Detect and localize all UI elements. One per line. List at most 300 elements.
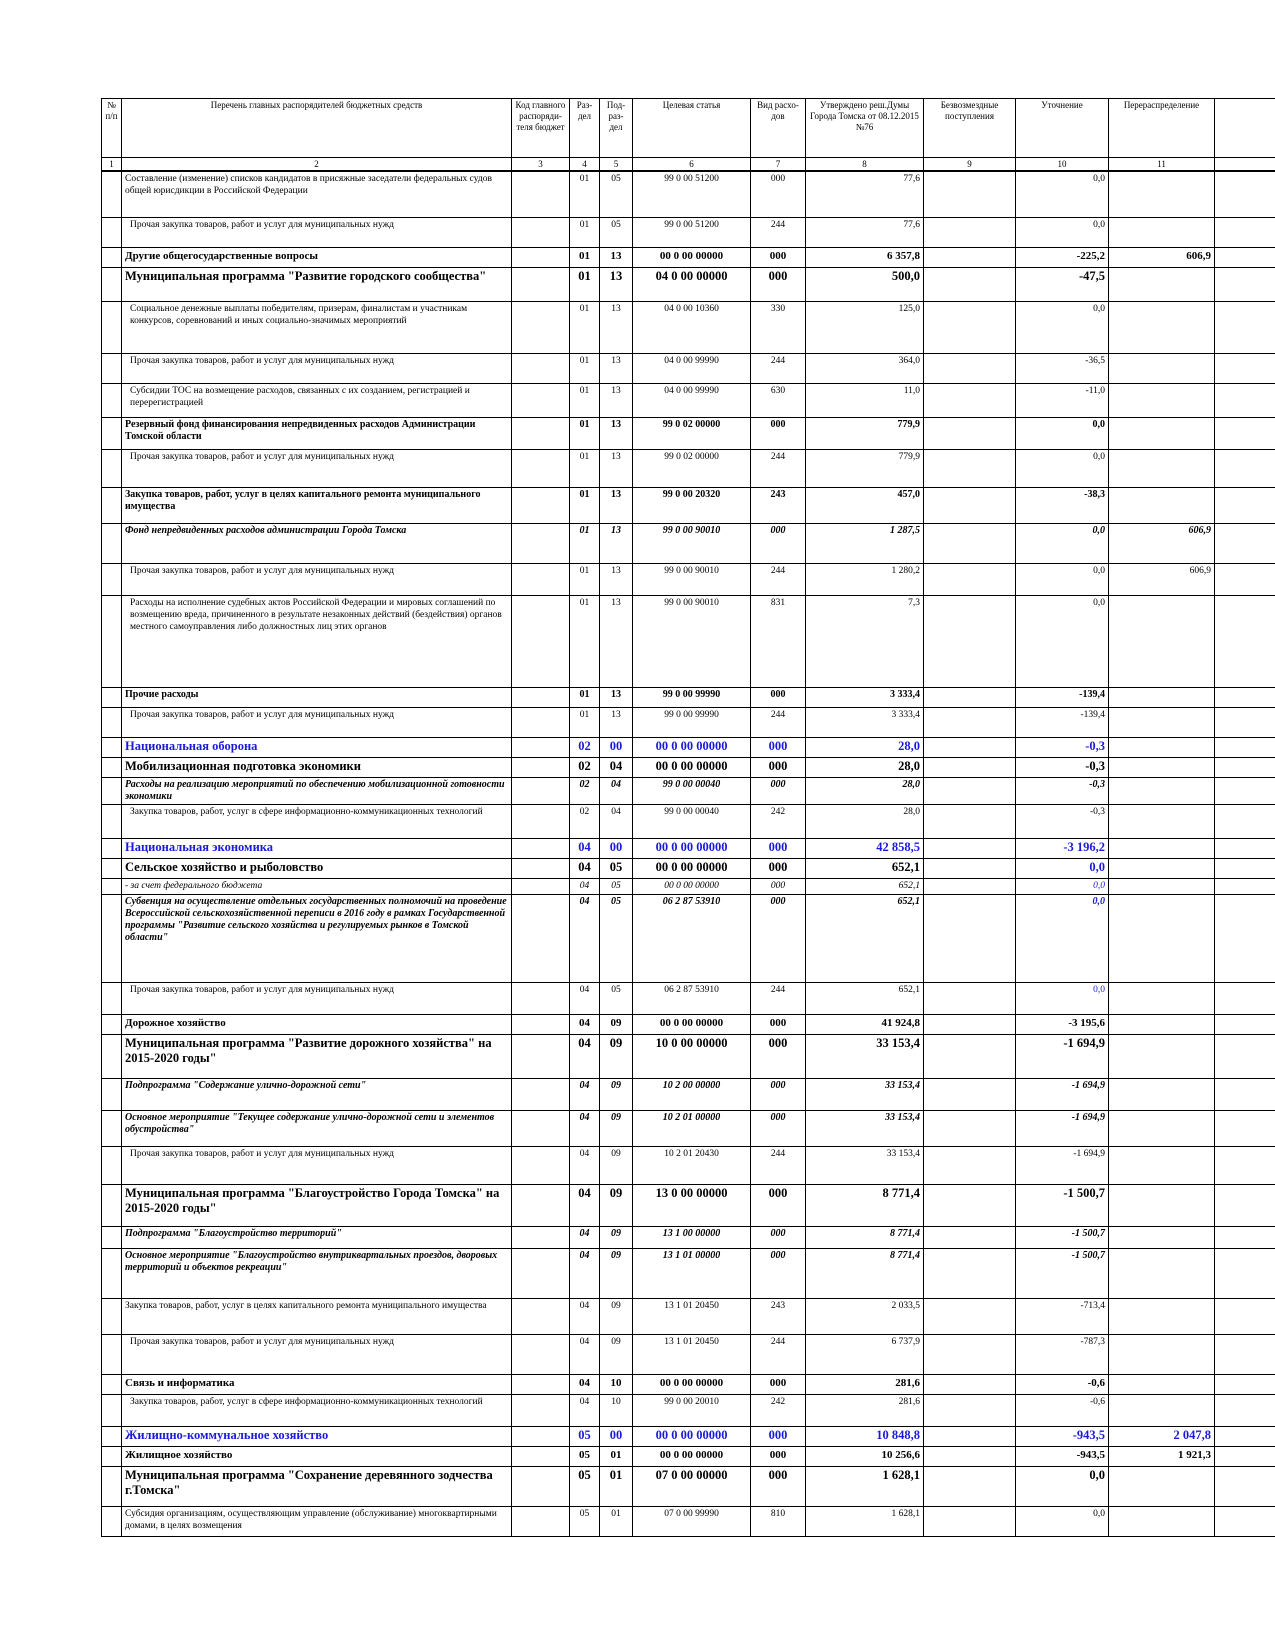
cell-statya: 04 0 00 10360 (633, 301, 751, 353)
cell-statya: 99 0 00 51200 (633, 171, 751, 217)
col-number: 10 (1016, 158, 1109, 172)
col-header-redistribution: Перераспределение (1109, 99, 1215, 158)
cell-statya: 00 0 00 00000 (633, 757, 751, 777)
cell-num (102, 1248, 122, 1298)
cell-code (512, 171, 570, 217)
cell-code (512, 707, 570, 737)
cell-num (102, 1146, 122, 1184)
cell-extra (1215, 687, 1275, 707)
cell-name: Муниципальная программа "Развитие городского сообщества" (122, 267, 512, 301)
cell-redistribution: 606,9 (1109, 247, 1215, 267)
cell-clarification: -943,5 (1016, 1426, 1109, 1446)
cell-razdel: 04 (570, 1298, 600, 1334)
cell-redistribution: 606,9 (1109, 563, 1215, 595)
cell-code (512, 1374, 570, 1394)
cell-code (512, 687, 570, 707)
cell-vid: 000 (751, 1226, 806, 1248)
cell-approved: 7,3 (806, 595, 924, 687)
cell-donations (924, 1426, 1016, 1446)
cell-clarification: -0,3 (1016, 777, 1109, 804)
cell-redistribution (1109, 595, 1215, 687)
cell-podrazdel: 05 (600, 982, 633, 1014)
cell-podrazdel: 09 (600, 1014, 633, 1034)
cell-name: Национальная оборона (122, 737, 512, 757)
cell-approved: 779,9 (806, 417, 924, 449)
table-row (102, 687, 1275, 707)
cell-extra (1215, 1446, 1275, 1466)
cell-razdel: 05 (570, 1446, 600, 1466)
cell-vid: 244 (751, 217, 806, 247)
cell-name: Мобилизационная подготовка экономики (122, 757, 512, 777)
cell-statya: 99 0 00 90010 (633, 563, 751, 595)
cell-donations (924, 301, 1016, 353)
cell-num (102, 247, 122, 267)
cell-podrazdel: 05 (600, 217, 633, 247)
col-header-approved: Утверждено реш.Думы Города Томска от 08.12.2015 №76 (806, 99, 924, 158)
cell-podrazdel: 04 (600, 804, 633, 838)
cell-podrazdel: 04 (600, 777, 633, 804)
cell-name: Фонд непредвиденных расходов администрации Города Томска (122, 523, 512, 563)
cell-redistribution (1109, 301, 1215, 353)
cell-redistribution (1109, 804, 1215, 838)
cell-donations (924, 838, 1016, 858)
cell-statya: 10 0 00 00000 (633, 1034, 751, 1078)
cell-clarification: -0,3 (1016, 757, 1109, 777)
cell-extra (1215, 894, 1275, 982)
cell-razdel: 04 (570, 858, 600, 878)
cell-redistribution (1109, 1334, 1215, 1374)
cell-podrazdel: 00 (600, 1426, 633, 1446)
cell-podrazdel: 13 (600, 563, 633, 595)
cell-vid: 000 (751, 1078, 806, 1110)
cell-num (102, 171, 122, 217)
cell-statya: 13 1 01 00000 (633, 1248, 751, 1298)
cell-razdel: 01 (570, 595, 600, 687)
cell-code (512, 982, 570, 1014)
cell-clarification: -0,6 (1016, 1394, 1109, 1426)
cell-vid: 244 (751, 707, 806, 737)
cell-code (512, 1466, 570, 1506)
table-row (102, 737, 1275, 757)
cell-statya: 99 0 00 20320 (633, 487, 751, 523)
cell-clarification: -1 694,9 (1016, 1146, 1109, 1184)
table-row (102, 523, 1275, 563)
cell-approved: 652,1 (806, 982, 924, 1014)
cell-clarification: 0,0 (1016, 1506, 1109, 1536)
table-row (102, 353, 1275, 383)
col-header-name: Перечень главных распорядителей бюджетных средств (122, 99, 512, 158)
cell-extra (1215, 487, 1275, 523)
cell-name: Связь и информатика (122, 1374, 512, 1394)
cell-num (102, 1184, 122, 1226)
cell-podrazdel: 01 (600, 1506, 633, 1536)
col-number: 6 (633, 158, 751, 172)
cell-approved: 33 153,4 (806, 1078, 924, 1110)
cell-vid: 000 (751, 878, 806, 894)
cell-approved: 42 858,5 (806, 838, 924, 858)
col-header-razdel: Раз-дел (570, 99, 600, 158)
cell-vid: 244 (751, 1334, 806, 1374)
cell-razdel: 04 (570, 1146, 600, 1184)
cell-vid: 000 (751, 777, 806, 804)
cell-num (102, 417, 122, 449)
cell-razdel: 04 (570, 838, 600, 858)
col-number: 11 (1109, 158, 1215, 172)
cell-name: - за счет федерального бюджета (122, 878, 512, 894)
cell-num (102, 301, 122, 353)
table-row (102, 707, 1275, 737)
cell-vid: 244 (751, 982, 806, 1014)
cell-razdel: 01 (570, 383, 600, 417)
table-row (102, 1014, 1275, 1034)
cell-redistribution: 2 047,8 (1109, 1426, 1215, 1446)
cell-approved: 6 737,9 (806, 1334, 924, 1374)
cell-approved: 500,0 (806, 267, 924, 301)
cell-extra (1215, 247, 1275, 267)
cell-donations (924, 383, 1016, 417)
cell-approved: 457,0 (806, 487, 924, 523)
cell-clarification: -0,3 (1016, 737, 1109, 757)
cell-donations (924, 1394, 1016, 1426)
cell-extra (1215, 982, 1275, 1014)
cell-podrazdel: 13 (600, 417, 633, 449)
cell-redistribution (1109, 1226, 1215, 1248)
cell-statya: 00 0 00 00000 (633, 1014, 751, 1034)
table-row (102, 1466, 1275, 1506)
cell-redistribution (1109, 1298, 1215, 1334)
cell-name: Прочая закупка товаров, работ и услуг для муниципальных нужд (122, 353, 512, 383)
cell-code (512, 417, 570, 449)
cell-num (102, 487, 122, 523)
cell-podrazdel: 00 (600, 737, 633, 757)
cell-podrazdel: 09 (600, 1146, 633, 1184)
cell-num (102, 757, 122, 777)
cell-num (102, 737, 122, 757)
cell-razdel: 04 (570, 1374, 600, 1394)
cell-redistribution (1109, 858, 1215, 878)
cell-extra (1215, 1184, 1275, 1226)
cell-clarification: -0,3 (1016, 804, 1109, 838)
cell-clarification: 0,0 (1016, 449, 1109, 487)
cell-clarification: -1 500,7 (1016, 1226, 1109, 1248)
cell-redistribution (1109, 777, 1215, 804)
cell-donations (924, 487, 1016, 523)
cell-extra (1215, 1374, 1275, 1394)
cell-redistribution (1109, 982, 1215, 1014)
cell-code (512, 1334, 570, 1374)
cell-vid: 000 (751, 1426, 806, 1446)
cell-clarification: -36,5 (1016, 353, 1109, 383)
cell-name: Прочая закупка товаров, работ и услуг для муниципальных нужд (122, 1146, 512, 1184)
cell-code (512, 777, 570, 804)
cell-statya: 13 0 00 00000 (633, 1184, 751, 1226)
cell-num (102, 777, 122, 804)
cell-redistribution (1109, 687, 1215, 707)
cell-donations (924, 267, 1016, 301)
cell-statya: 06 2 87 53910 (633, 894, 751, 982)
cell-podrazdel: 04 (600, 757, 633, 777)
cell-name: Прочая закупка товаров, работ и услуг для муниципальных нужд (122, 1334, 512, 1374)
cell-code (512, 523, 570, 563)
cell-razdel: 02 (570, 757, 600, 777)
cell-extra (1215, 737, 1275, 757)
cell-donations (924, 1110, 1016, 1146)
cell-num (102, 1446, 122, 1466)
cell-extra (1215, 217, 1275, 247)
cell-num (102, 894, 122, 982)
table-row (102, 878, 1275, 894)
cell-extra (1215, 707, 1275, 737)
cell-num (102, 267, 122, 301)
cell-podrazdel: 01 (600, 1446, 633, 1466)
cell-podrazdel: 13 (600, 449, 633, 487)
cell-razdel: 04 (570, 982, 600, 1014)
cell-name: Субсидия организациям, осуществляющим управление (обслуживание) многоквартирными домами, в целях возмещения (122, 1506, 512, 1536)
cell-redistribution (1109, 1506, 1215, 1536)
col-number: 8 (806, 158, 924, 172)
cell-name: Дорожное хозяйство (122, 1014, 512, 1034)
col-number: 1 (102, 158, 122, 172)
cell-extra (1215, 523, 1275, 563)
cell-vid: 000 (751, 1374, 806, 1394)
table-row (102, 449, 1275, 487)
cell-approved: 6 357,8 (806, 247, 924, 267)
cell-clarification: -1 694,9 (1016, 1034, 1109, 1078)
cell-statya: 99 0 00 99990 (633, 687, 751, 707)
cell-clarification: -787,3 (1016, 1334, 1109, 1374)
table-row (102, 804, 1275, 838)
cell-num (102, 1034, 122, 1078)
cell-clarification: -3 195,6 (1016, 1014, 1109, 1034)
cell-extra (1215, 563, 1275, 595)
cell-vid: 242 (751, 804, 806, 838)
cell-donations (924, 777, 1016, 804)
cell-razdel: 04 (570, 1034, 600, 1078)
cell-extra (1215, 838, 1275, 858)
cell-donations (924, 1446, 1016, 1466)
cell-podrazdel: 09 (600, 1078, 633, 1110)
cell-vid: 000 (751, 171, 806, 217)
cell-vid: 000 (751, 247, 806, 267)
cell-name: Прочая закупка товаров, работ и услуг для муниципальных нужд (122, 563, 512, 595)
col-number: 2 (122, 158, 512, 172)
cell-razdel: 01 (570, 417, 600, 449)
cell-podrazdel: 13 (600, 707, 633, 737)
cell-vid: 330 (751, 301, 806, 353)
cell-extra (1215, 595, 1275, 687)
cell-razdel: 01 (570, 247, 600, 267)
cell-clarification: -11,0 (1016, 383, 1109, 417)
table-row (102, 1374, 1275, 1394)
cell-approved: 8 771,4 (806, 1226, 924, 1248)
cell-clarification: -713,4 (1016, 1298, 1109, 1334)
cell-clarification: -0,6 (1016, 1374, 1109, 1394)
cell-redistribution (1109, 1466, 1215, 1506)
cell-donations (924, 1184, 1016, 1226)
table-row (102, 982, 1275, 1014)
cell-extra (1215, 383, 1275, 417)
cell-code (512, 1248, 570, 1298)
cell-statya: 00 0 00 00000 (633, 1426, 751, 1446)
cell-approved: 33 153,4 (806, 1034, 924, 1078)
cell-num (102, 595, 122, 687)
cell-donations (924, 1034, 1016, 1078)
cell-clarification: -139,4 (1016, 707, 1109, 737)
cell-approved: 1 280,2 (806, 563, 924, 595)
cell-num (102, 353, 122, 383)
cell-vid: 630 (751, 383, 806, 417)
cell-statya: 04 0 00 99990 (633, 353, 751, 383)
cell-clarification: 0,0 (1016, 301, 1109, 353)
cell-name: Муниципальная программа "Благоустройство Города Томска" на 2015-2020 годы" (122, 1184, 512, 1226)
cell-vid: 000 (751, 838, 806, 858)
cell-podrazdel: 05 (600, 171, 633, 217)
cell-razdel: 01 (570, 523, 600, 563)
table-row (102, 595, 1275, 687)
cell-code (512, 804, 570, 838)
cell-donations (924, 804, 1016, 838)
cell-donations (924, 247, 1016, 267)
cell-approved: 77,6 (806, 217, 924, 247)
cell-vid: 243 (751, 1298, 806, 1334)
cell-razdel: 04 (570, 1110, 600, 1146)
cell-extra (1215, 1248, 1275, 1298)
cell-clarification: 0,0 (1016, 217, 1109, 247)
cell-donations (924, 1298, 1016, 1334)
cell-name: Субсидии ТОС на возмещение расходов, связанных с их созданием, регистрацией и перерегистрацией (122, 383, 512, 417)
cell-donations (924, 353, 1016, 383)
cell-num (102, 1334, 122, 1374)
cell-donations (924, 523, 1016, 563)
cell-statya: 00 0 00 00000 (633, 858, 751, 878)
cell-code (512, 1078, 570, 1110)
cell-name: Расходы на исполнение судебных актов Российской Федерации и мировых соглашений по возмещению вреда, причиненного в результате незаконных действий (бездействия) органов местного самоуправления либо должностных лиц этих органов (122, 595, 512, 687)
cell-vid: 244 (751, 449, 806, 487)
cell-num (102, 1426, 122, 1446)
cell-code (512, 1226, 570, 1248)
cell-statya: 04 0 00 99990 (633, 383, 751, 417)
cell-name: Жилищно-коммунальное хозяйство (122, 1426, 512, 1446)
cell-redistribution (1109, 1146, 1215, 1184)
table-row (102, 1394, 1275, 1426)
cell-redistribution (1109, 1248, 1215, 1298)
col-number: 3 (512, 158, 570, 172)
col-header-code: Код главного распоряди-теля бюджет (512, 99, 570, 158)
cell-donations (924, 757, 1016, 777)
cell-donations (924, 894, 1016, 982)
cell-redistribution (1109, 487, 1215, 523)
cell-redistribution (1109, 1110, 1215, 1146)
cell-razdel: 04 (570, 1078, 600, 1110)
cell-extra (1215, 858, 1275, 878)
cell-num (102, 838, 122, 858)
cell-approved: 281,6 (806, 1374, 924, 1394)
cell-razdel: 05 (570, 1466, 600, 1506)
cell-razdel: 04 (570, 1394, 600, 1426)
cell-code (512, 858, 570, 878)
cell-extra (1215, 449, 1275, 487)
cell-extra (1215, 1298, 1275, 1334)
cell-razdel: 04 (570, 894, 600, 982)
cell-extra (1215, 804, 1275, 838)
cell-extra (1215, 777, 1275, 804)
cell-num (102, 449, 122, 487)
cell-name: Субвенция на осуществление отдельных государственных полномочий на проведение Всероссийской сельскохозяйственной переписи в 2016 году в рамках Государственной программы "Развитие сельского хозяйства и регулируемых рынков в Томской области" (122, 894, 512, 982)
table-row (102, 894, 1275, 982)
cell-name: Резервный фонд финансирования непредвиденных расходов Администрации Томской области (122, 417, 512, 449)
cell-vid: 000 (751, 1446, 806, 1466)
cell-clarification: -1 694,9 (1016, 1078, 1109, 1110)
col-header-extra (1215, 99, 1275, 158)
col-number: 4 (570, 158, 600, 172)
cell-razdel: 01 (570, 217, 600, 247)
cell-extra (1215, 301, 1275, 353)
cell-code (512, 838, 570, 858)
budget-table-sheet (101, 98, 1275, 1537)
cell-extra (1215, 1506, 1275, 1536)
cell-statya: 99 0 02 00000 (633, 417, 751, 449)
cell-donations (924, 217, 1016, 247)
cell-vid: 810 (751, 1506, 806, 1536)
cell-approved: 28,0 (806, 804, 924, 838)
cell-vid: 000 (751, 1014, 806, 1034)
cell-approved: 10 256,6 (806, 1446, 924, 1466)
cell-razdel: 01 (570, 487, 600, 523)
cell-num (102, 982, 122, 1014)
cell-approved: 1 628,1 (806, 1506, 924, 1536)
cell-vid: 244 (751, 1146, 806, 1184)
cell-approved: 3 333,4 (806, 707, 924, 737)
cell-razdel: 04 (570, 878, 600, 894)
cell-clarification: 0,0 (1016, 595, 1109, 687)
cell-vid: 244 (751, 353, 806, 383)
cell-approved: 77,6 (806, 171, 924, 217)
cell-donations (924, 1146, 1016, 1184)
cell-name: Закупка товаров, работ, услуг в целях капитального ремонта муниципального имущества (122, 487, 512, 523)
cell-statya: 00 0 00 00000 (633, 737, 751, 757)
cell-redistribution: 606,9 (1109, 523, 1215, 563)
cell-approved: 8 771,4 (806, 1248, 924, 1298)
col-header-num: № п/п (102, 99, 122, 158)
cell-statya: 99 0 00 99990 (633, 707, 751, 737)
cell-name: Подпрограмма "Благоустройство территорий" (122, 1226, 512, 1248)
cell-razdel: 05 (570, 1426, 600, 1446)
cell-vid: 000 (751, 894, 806, 982)
cell-redistribution: 1 921,3 (1109, 1446, 1215, 1466)
cell-razdel: 01 (570, 449, 600, 487)
header-row (102, 99, 1275, 158)
cell-code (512, 894, 570, 982)
cell-name: Социальное денежные выплаты победителям, призерам, финалистам и участникам конкурсов, соревнований и иных социально-значимых мероприятий (122, 301, 512, 353)
cell-podrazdel: 10 (600, 1374, 633, 1394)
cell-podrazdel: 09 (600, 1298, 633, 1334)
cell-extra (1215, 1078, 1275, 1110)
cell-num (102, 1394, 122, 1426)
cell-clarification: -1 500,7 (1016, 1248, 1109, 1298)
col-header-statya: Целевая статья (633, 99, 751, 158)
cell-clarification: 0,0 (1016, 858, 1109, 878)
cell-num (102, 858, 122, 878)
cell-razdel: 02 (570, 804, 600, 838)
cell-statya: 99 0 00 20010 (633, 1394, 751, 1426)
cell-name: Прочие расходы (122, 687, 512, 707)
cell-vid: 000 (751, 1184, 806, 1226)
cell-num (102, 878, 122, 894)
cell-razdel: 01 (570, 707, 600, 737)
cell-donations (924, 1466, 1016, 1506)
cell-name: Прочая закупка товаров, работ и услуг для муниципальных нужд (122, 707, 512, 737)
col-header-vid: Вид расхо-дов (751, 99, 806, 158)
